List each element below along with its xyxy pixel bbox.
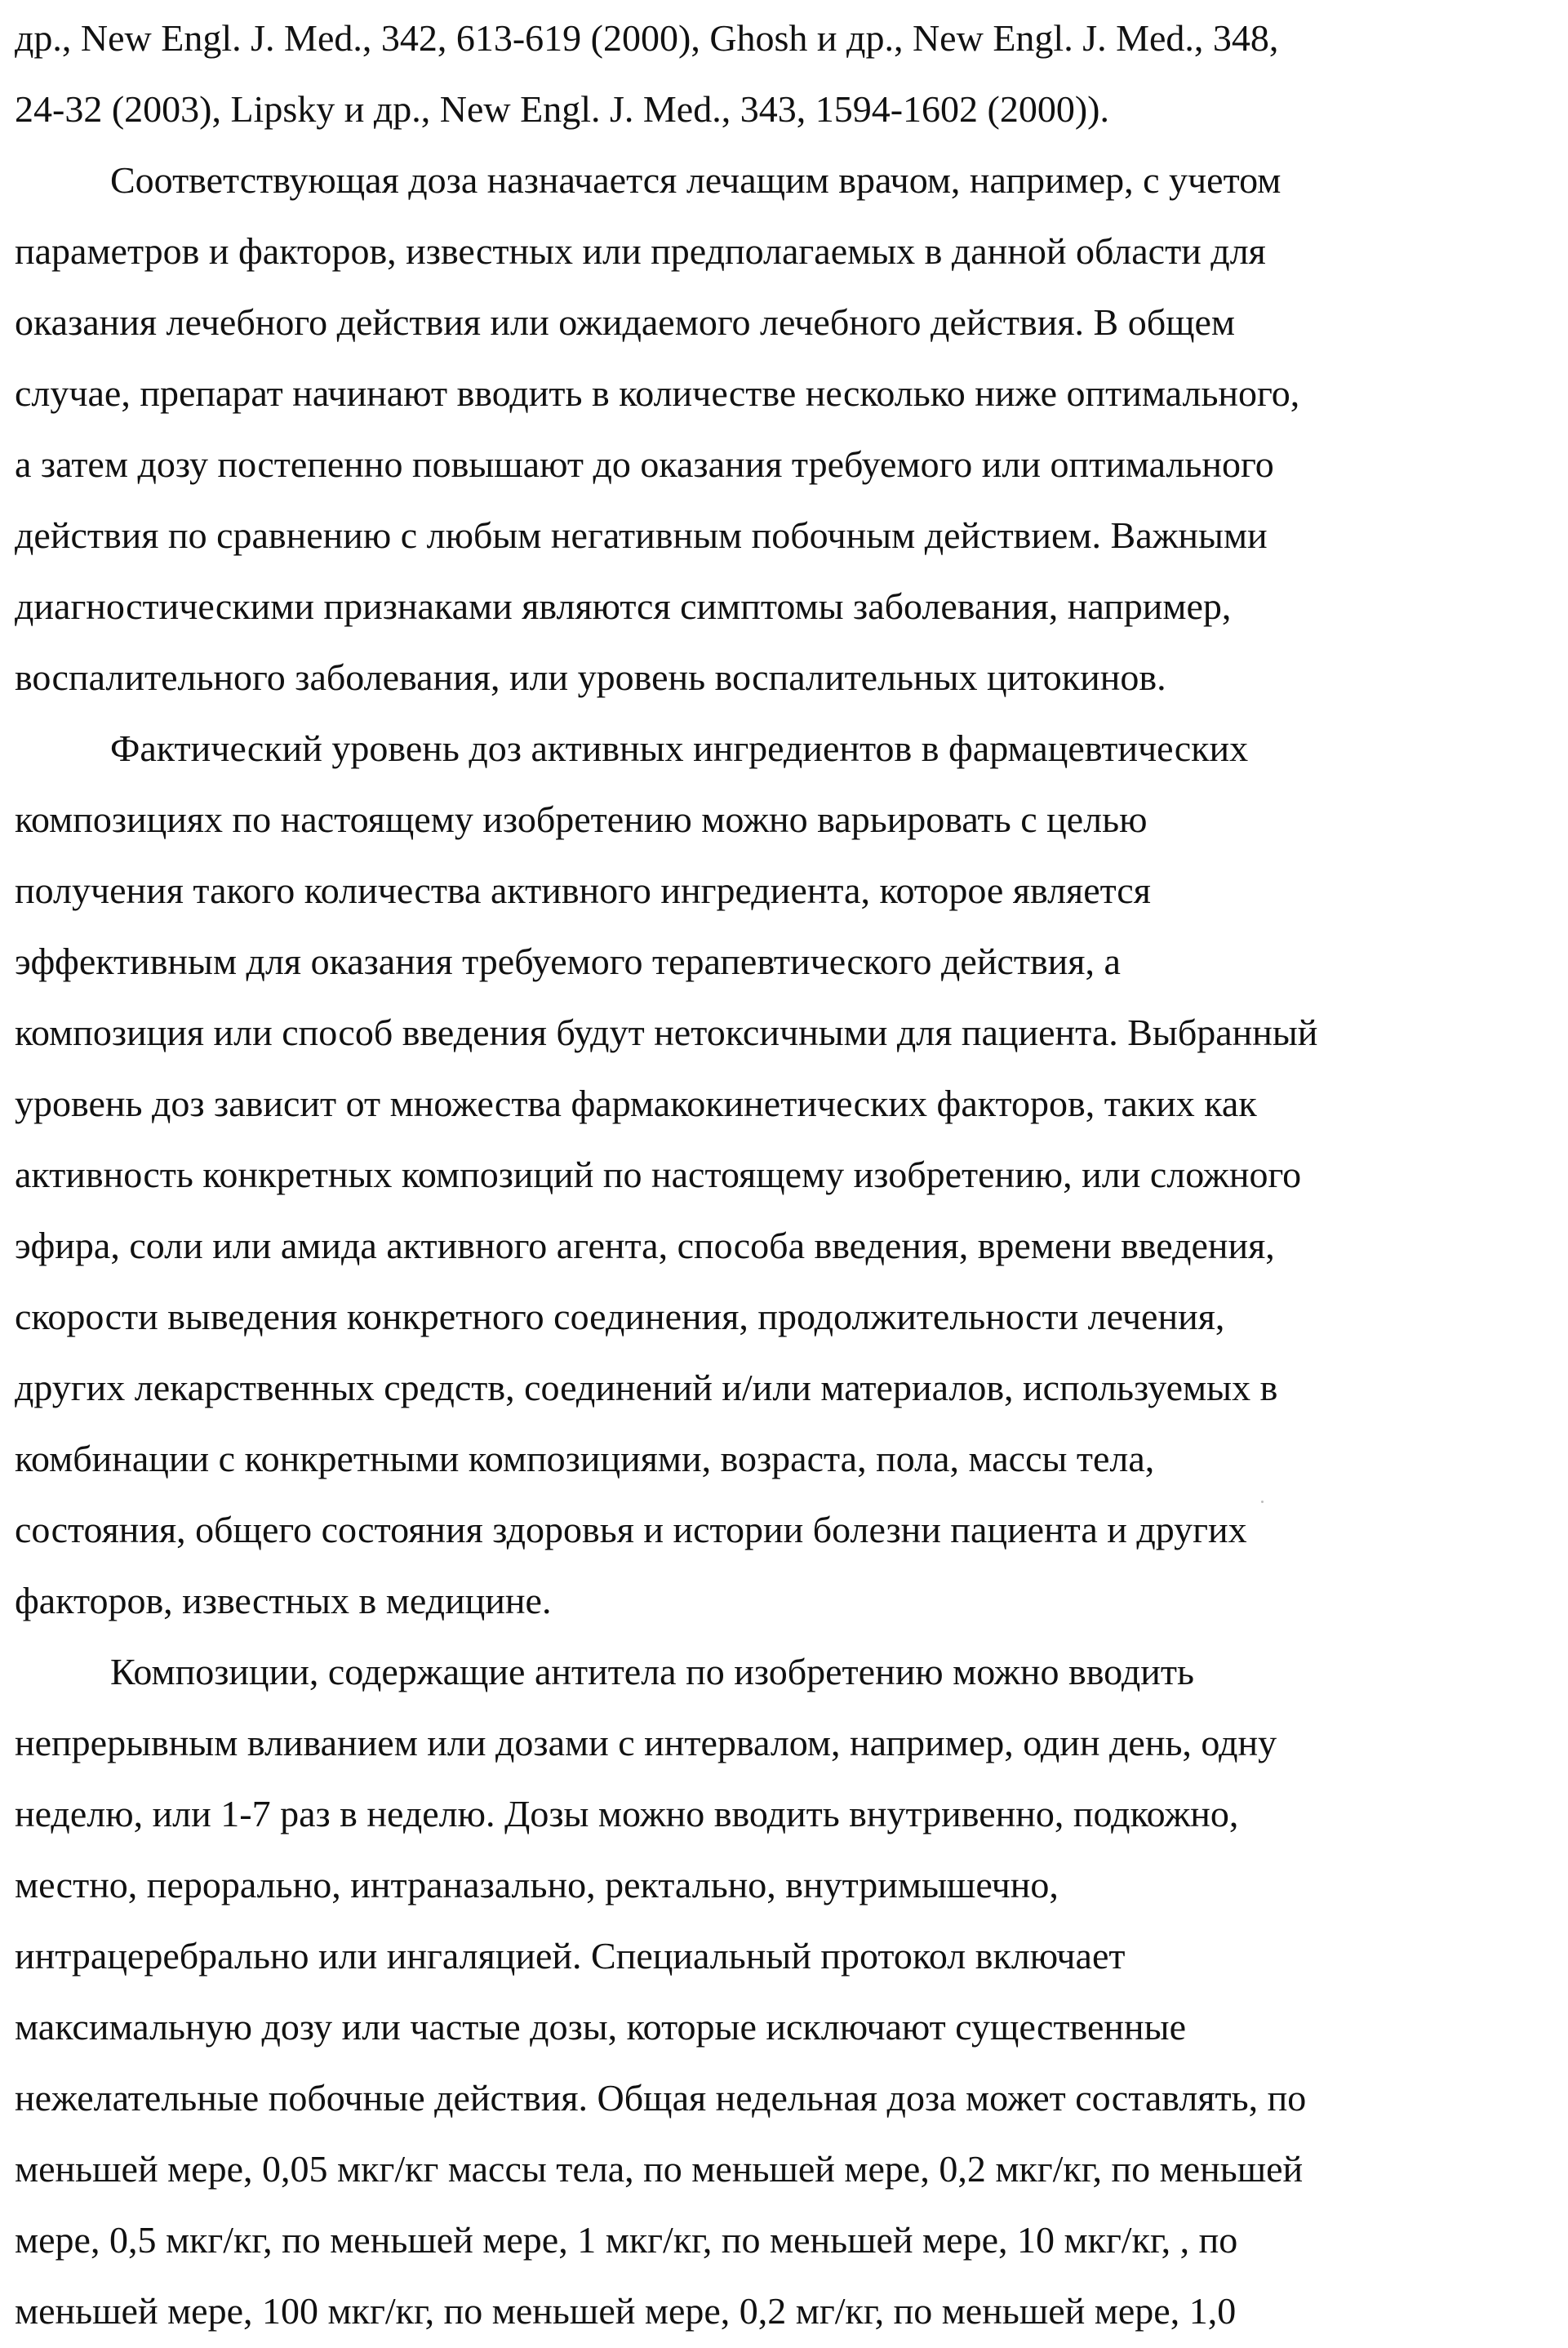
text-line: нежелательные побочные действия. Общая недельная доза может составлять, по [15,2077,1307,2119]
text-line: комбинации с конкретными композициями, возраста, пола, массы тела, [15,1438,1155,1479]
text-line: воспалительного заболевания, или уровень воспалительных цитокинов. [15,656,1166,698]
text-line: уровень доз зависит от множества фармакокинетических факторов, таких как [15,1083,1257,1124]
text-line: местно, перорально, интраназально, ректально, внутримышечно, [15,1864,1059,1906]
text-line: непрерывным вливанием или дозами с интервалом, например, один день, одну [15,1722,1277,1763]
text-line: факторов, известных в медицине. [15,1580,552,1621]
text-line: других лекарственных средств, соединений и/или материалов, используемых в [15,1367,1278,1408]
text-line: композиция или способ введения будут нетоксичными для пациента. Выбранный [15,1012,1318,1053]
text-line: активность конкретных композиций по настоящему изобретению, или сложного [15,1154,1302,1195]
text-line: неделю, или 1-7 раз в неделю. Дозы можно вводить внутривенно, подкожно, [15,1793,1239,1834]
text-line: параметров и факторов, известных или предполагаемых в данной области для [15,230,1266,272]
text-line: а затем дозу постепенно повышают до оказания требуемого или оптимального [15,443,1274,485]
text-line: максимальную дозу или частые дозы, которые исключают существенные [15,2006,1186,2048]
text-line: случае, препарат начинают вводить в количестве несколько ниже оптимального, [15,372,1300,414]
paragraph-first-line: Композиции, содержащие антитела по изобретению можно вводить [110,1651,1194,1692]
document-page [15,2,1568,2346]
text-line: состояния, общего состояния здоровья и истории болезни пациента и других [15,1509,1247,1550]
text-line: получения такого количества активного ингредиента, которое является [15,869,1151,911]
text-line: оказания лечебного действия или ожидаемого лечебного действия. В общем [15,301,1236,343]
text-line: меньшей мере, 0,05 мкг/кг массы тела, по меньшей мере, 0,2 мкг/кг, по меньшей [15,2148,1304,2190]
text-line: 24-32 (2003), Lipsky и др., New Engl. J. Med., 343, 1594-1602 (2000)). [15,88,1109,130]
text-line: диагностическими признаками являются симптомы заболевания, например, [15,585,1232,627]
text-line: интрацеребрально или ингаляцией. Специальный протокол включает [15,1935,1126,1977]
paragraph-first-line: Соответствующая доза назначается лечащим врачом, например, с учетом [110,159,1281,201]
text-line: эфира, соли или амида активного агента, способа введения, времени введения, [15,1225,1275,1266]
text-line: скорости выведения конкретного соединения, продолжительности лечения, [15,1296,1225,1337]
text-line: действия по сравнению с любым негативным побочным действием. Важными [15,514,1268,556]
text-line: композициях по настоящему изобретению можно варьировать с целью [15,798,1148,840]
text-line: меньшей мере, 100 мкг/кг, по меньшей мере, 0,2 мг/кг, по меньшей мере, 1,0 [15,2290,1237,2332]
scan-speck [1261,1501,1264,1503]
paragraph-first-line: Фактический уровень доз активных ингредиентов в фармацевтических [110,727,1249,769]
text-line: др., New Engl. J. Med., 342, 613-619 (2000), Ghosh и др., New Engl. J. Med., 348, [15,17,1279,59]
text-line: мере, 0,5 мкг/кг, по меньшей мере, 1 мкг/кг, по меньшей мере, 10 мкг/кг, , по [15,2219,1238,2261]
text-line: эффективным для оказания требуемого терапевтического действия, а [15,941,1121,982]
